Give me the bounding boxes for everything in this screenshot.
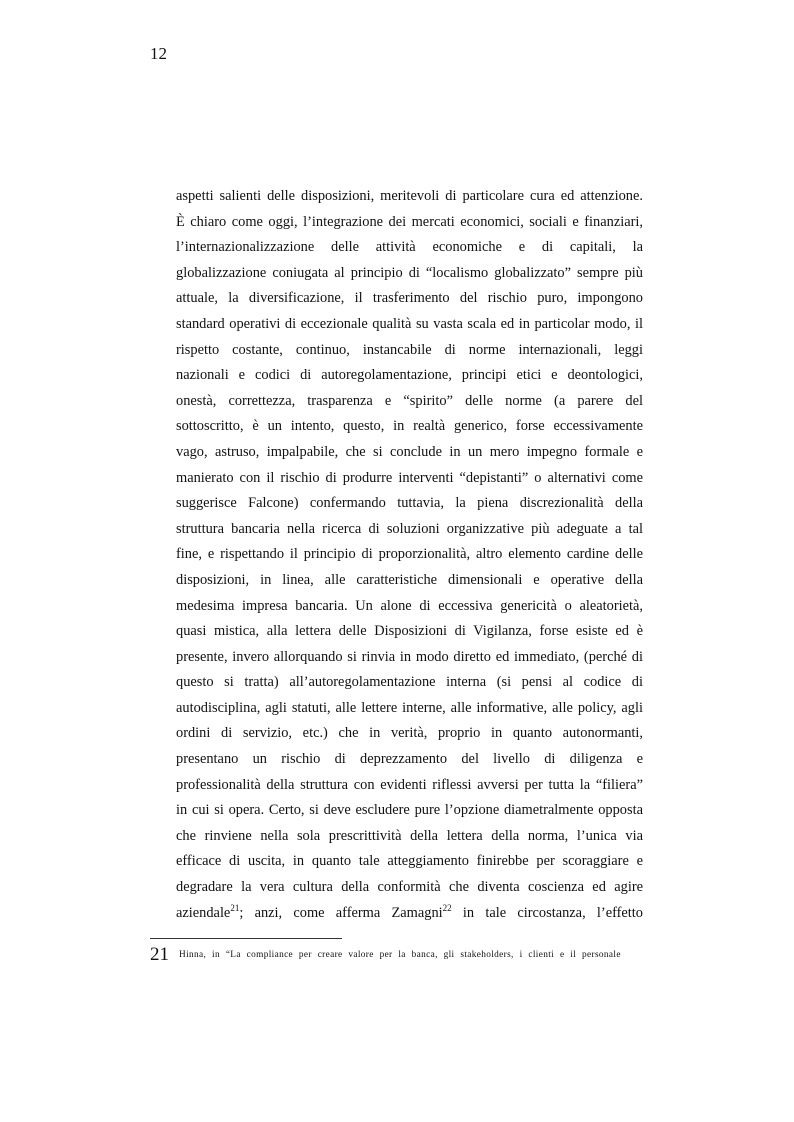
text-line: questo si tratta) all’autoregolamentazione interna (si pensi al codice di	[176, 674, 643, 691]
text-line: che rinviene nella sola prescrittività della lettera della norma, l’unica via	[176, 827, 643, 844]
text-line: presentano un rischio di deprezzamento del livello di diligenza e	[176, 751, 643, 768]
text-line: l’internazionalizzazione delle attività economiche e di capitali, la	[176, 239, 643, 256]
page-number: 12	[150, 44, 167, 63]
footnote-ref-22[interactable]: 22	[442, 902, 452, 913]
text-line: globalizzazione coniugata al principio di “localismo globalizzato” sempre più	[176, 264, 643, 281]
text-line: in cui si opera. Certo, si deve escludere pure l’opzione diametralmente opposta	[176, 802, 643, 819]
text-fragment: in tale circostanza, l’effetto	[451, 904, 643, 921]
text-line: rispetto costante, continuo, instancabile di norme internazionali, leggi	[176, 341, 643, 358]
text-line-last	[176, 901, 643, 927]
text-line: professionalità della struttura con evidenti riflessi avversi per tutta la “filiera”	[176, 776, 643, 793]
text-line: disposizioni, in linea, alle caratteristiche dimensionali e operative della	[176, 571, 643, 588]
footnote-ref-21[interactable]: 21	[230, 902, 240, 913]
footnote-text: Hinna, in “La compliance per creare valore per la banca, gli stakeholders, i clienti e il personale	[179, 950, 621, 960]
text-line: efficace di uscita, in quanto tale atteggiamento finirebbe per scoraggiare e	[176, 853, 643, 870]
text-line: degradare la vera cultura della conformità che diventa coscienza ed agire	[176, 879, 643, 896]
text-line: fine, e rispettando il principio di proporzionalità, altro elemento cardine delle	[176, 546, 643, 563]
text-line: È chiaro come oggi, l’integrazione dei mercati economici, sociali e finanziari,	[176, 213, 643, 230]
text-line: sottoscritto, è un intento, questo, in realtà generico, forse eccessivamente	[176, 418, 643, 435]
text-line: attuale, la diversificazione, il trasferimento del rischio puro, impongono	[176, 290, 643, 307]
text-line: manierato con il rischio di produrre interventi “depistanti” o alternativi come	[176, 469, 643, 486]
body-text	[176, 184, 643, 926]
text-line: aspetti salienti delle disposizioni, meritevoli di particolare cura ed attenzione.	[176, 188, 643, 204]
text-fragment: aziendale	[176, 904, 231, 921]
text-line: suggerisce Falcone) confermando tuttavia, la piena discrezionalità della	[176, 495, 643, 512]
text-line: ordini di servizio, etc.) che in verità, proprio in quanto autonormanti,	[176, 725, 643, 742]
text-line: quasi mistica, alla lettera delle Disposizioni di Vigilanza, forse esiste ed è	[176, 623, 643, 640]
text-line: autodisciplina, agli statuti, alle lettere interne, alle informative, alle policy, agli	[176, 699, 643, 716]
footnote-divider	[150, 938, 342, 939]
text-line: presente, invero allorquando si rinvia in modo diretto ed immediato, (perché di	[176, 648, 643, 665]
text-line: standard operativi di eccezionale qualità su vasta scala ed in particolar modo, il	[176, 315, 643, 332]
text-fragment: ; anzi, come afferma Zamagni	[239, 904, 443, 921]
text-line: nazionali e codici di autoregolamentazione, principi etici e deontologici,	[176, 367, 643, 384]
text-line: onestà, correttezza, trasparenza e “spirito” delle norme (a parere del	[176, 392, 643, 409]
text-line: medesima impresa bancaria. Un alone di eccessiva genericità o aleatorietà,	[176, 597, 643, 614]
footnote	[150, 944, 642, 966]
footnote-number: 21	[150, 944, 169, 965]
text-line: vago, astruso, impalpabile, che si conclude in un mero impegno formale e	[176, 443, 643, 460]
text-line: struttura bancaria nella ricerca di soluzioni organizzative più adeguate a tal	[176, 520, 643, 537]
